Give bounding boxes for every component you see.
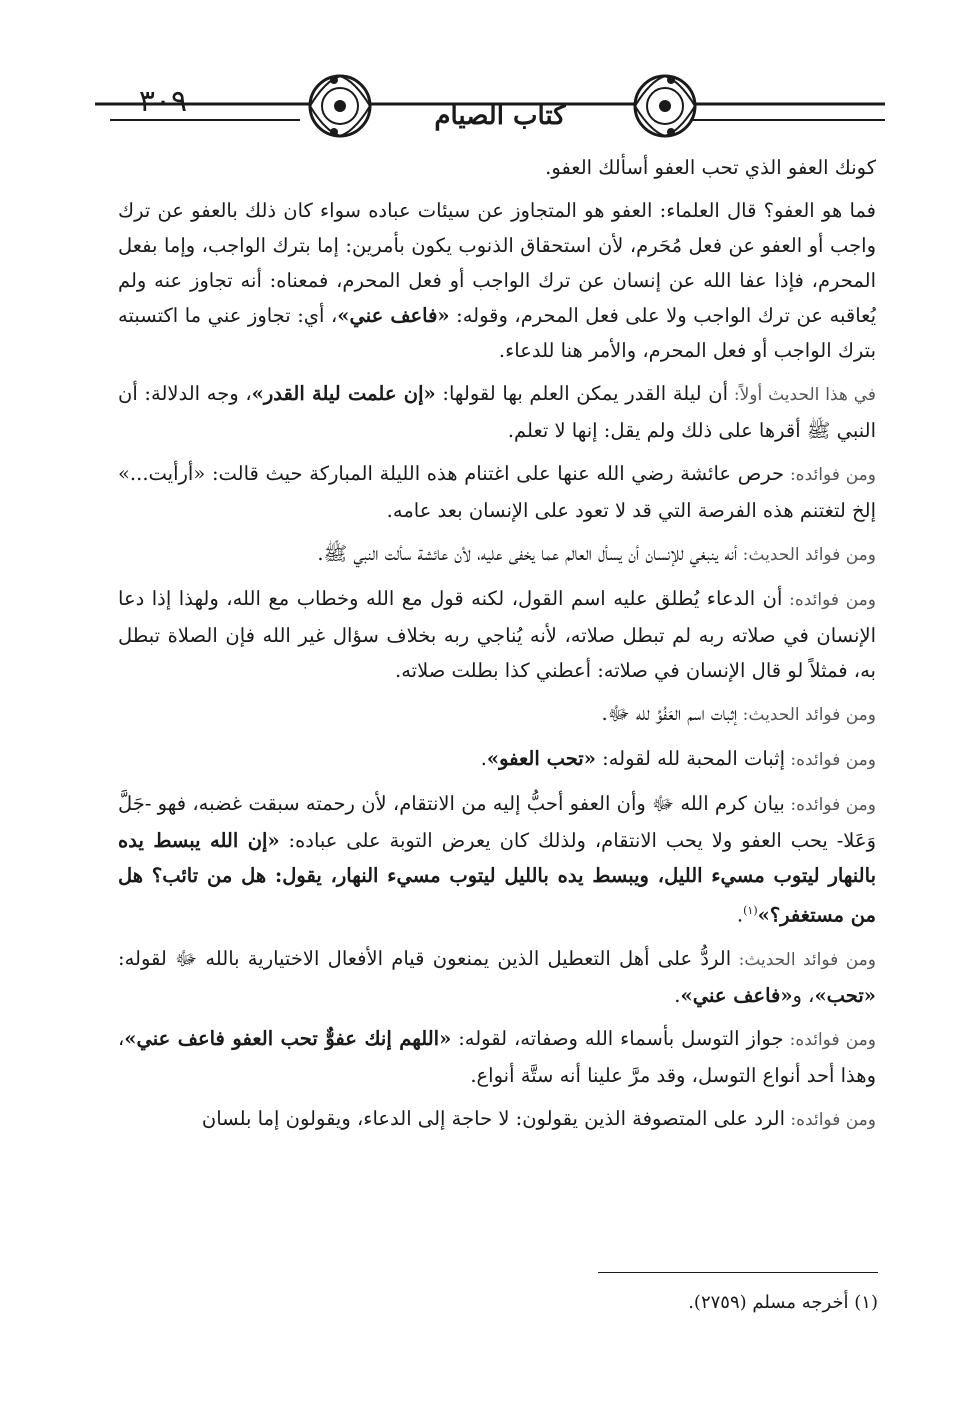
book-title: كتاب الصيام — [434, 101, 566, 131]
paragraph-text: . — [480, 747, 487, 770]
paragraph-text: . — [674, 983, 681, 1007]
hadith-quote: «فاعف عني» — [337, 304, 450, 327]
paragraph-text: كونك العفو الذي تحب العفو أسألك العفو. — [545, 156, 876, 179]
paragraph-text: ، وهذا أحد أنواع التوسل، وقد مرَّ علينا أنه ستَّة أنواع. — [118, 1026, 876, 1087]
paragraph-text: الرد على المتصوفة الذين يقولون: لا حاجة إلى الدعاء، ويقولون إما بلسان — [201, 1106, 785, 1130]
page-number: ٣٠٩ — [138, 84, 188, 119]
main-text — [118, 150, 876, 1240]
paragraph-text: أنه ينبغي للإنسان أن يسأل العالم عما يخفى عليه، لأن عائشة سألت النبي ﷺ. — [317, 542, 738, 565]
paragraph-text: . — [736, 903, 744, 927]
benefit-lead-in: ومن فوائد الحديث: — [737, 545, 876, 565]
paragraph-text: جواز التوسل بأسماء الله وصفاته، لقوله: — [451, 1026, 784, 1050]
paragraph-text: بيان كرم الله ﷻ وأن العفو أحبُّ إليه من الانتقام، لأن رحمته سبقت غضبه، فهو -جَلَّ وَعَلا- يحب العفو ولا يحب الانتقام، ولذلك كان يعرض التوبة على عباده: — [118, 792, 876, 852]
page-header — [0, 0, 978, 140]
paragraph-text: أن ليلة القدر يمكن العلم بها لقولها: — [435, 382, 728, 405]
benefit-lead-in: ومن فوائده: — [785, 1109, 876, 1130]
benefit-lead-in: ومن فوائد الحديث: — [737, 705, 876, 725]
paragraph-text: إثبات المحبة لله لقوله: — [595, 747, 785, 770]
paragraph — [118, 1101, 876, 1138]
hadith-quote: «إن علمت ليلة القدر» — [251, 382, 436, 405]
benefit-lead-in: ومن فوائده: — [784, 465, 876, 485]
paragraph — [118, 193, 876, 368]
paragraph — [118, 581, 876, 688]
benefit-lead-in: ومن فوائده: — [785, 750, 876, 770]
paragraph-text: الردُّ على أهل التعطيل الذين يمنعون قيام الأفعال الاختيارية بالله ﷻ لقوله: — [118, 946, 732, 970]
hadith-quote: «اللهم إنك عفوٌّ تحب العفو فاعف عني» — [124, 1026, 452, 1050]
right-floral-ornament-icon — [635, 76, 695, 136]
footnote: (١) أخرجه مسلم (٢٧٥٩). — [688, 1292, 878, 1313]
paragraph-text: ، أي: تجاوز عني ما اكتسبته بترك الواجب أو فعل المحرم، والأمر هنا للدعاء. — [118, 304, 876, 362]
benefit-lead-in: ومن فوائد الحديث: — [731, 949, 876, 970]
footnote-reference: (١) — [743, 904, 758, 917]
paragraph — [118, 696, 876, 733]
paragraph — [118, 536, 876, 573]
paragraph-text: فما هو العفو؟ قال العلماء: العفو هو المتجاوز عن سيئات عباده سواء كان ذلك بالعفو عن ترك واجب أو العفو عن فعل مُحَرم، لأن استحقاق الذنوب يكون بأمرين: إما بترك الواجب، وإما بفعل المحرم، فإذا عفا الله عن إنسان عن ترك الواجب أو فعل المحرم، فمعناه: أنه تجاوز عنه ولم يُعاقبه عن ترك الواجب ولا على فعل المحرم، وقوله: — [118, 199, 876, 327]
paragraph — [118, 150, 876, 185]
hadith-quote: «تحب» — [814, 983, 876, 1007]
paragraph — [118, 786, 876, 933]
paragraph — [118, 456, 876, 528]
paragraph — [118, 741, 876, 778]
paragraph-text: ، و — [792, 983, 815, 1007]
hadith-quote: «إن الله يبسط يده بالنهار ليتوب مسيء الليل، ويبسط يده بالليل ليتوب مسيء النهار، يقول: هل من تائب؟ هل من مستغفر؟» — [118, 829, 876, 927]
benefit-lead-in: ومن فوائده: — [784, 795, 876, 815]
hadith-quote: «فاعف عني» — [680, 983, 793, 1007]
left-floral-ornament-icon — [310, 76, 370, 136]
paragraph — [118, 376, 876, 448]
paragraph-text: إثبات اسم العَفُوِّ لله ﷻ. — [601, 702, 738, 725]
hadith-quote: «تحب العفو» — [486, 747, 596, 770]
footnote-divider — [598, 1272, 878, 1273]
paragraph-text: أن الدعاء يُطلق عليه اسم القول، لكنه قول مع الله وخطاب مع الله، ولهذا إذا دعا الإنسان في صلاته ربه لم تبطل صلاته، لأنه يُناجي ربه بخلاف سؤال غير الله فإن الصلاة تبطل به، فمثلاً لو قال الإنسان في صلاته: أعطني كذا بطلت صلاته. — [118, 587, 876, 682]
paragraph — [118, 941, 876, 1013]
paragraph — [118, 1021, 876, 1093]
benefit-lead-in: ومن فوائده: — [782, 590, 876, 610]
benefit-lead-in: في هذا الحديث أولاً: — [728, 385, 876, 405]
paragraph-text: ، وجه الدلالة: أن النبي ﷺ أقرها على ذلك ولم يقل: إنها لا تعلم. — [118, 382, 876, 442]
paragraph-text: حرص عائشة رضي الله عنها على اغتنام هذه الليلة المباركة حيث قالت: «أرأيت...» إلخ لتغتنم هذه الفرصة التي قد لا تعود على الإنسان بعد عامه. — [118, 462, 876, 522]
benefit-lead-in: ومن فوائده: — [783, 1029, 876, 1050]
